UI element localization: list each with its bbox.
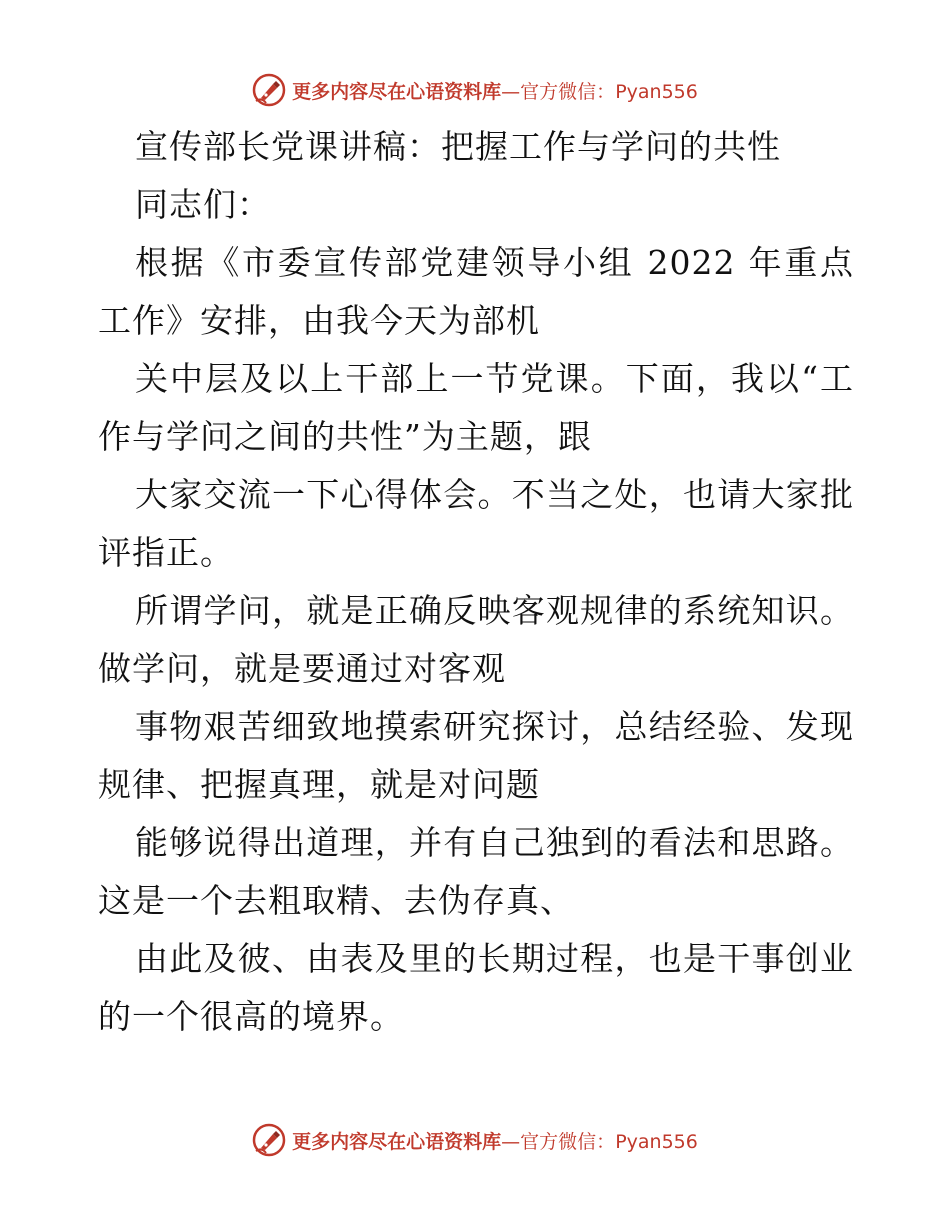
pen-nib-logo-icon	[252, 73, 286, 107]
footer-banner	[0, 1120, 950, 1160]
paragraph-3: 大家交流一下心得体会。不当之处，也请大家批评指正。	[98, 475, 854, 572]
document-title: 宣传部长党课讲稿：把握工作与学问的共性	[135, 127, 781, 166]
wechat-label: 官方微信：	[520, 1130, 616, 1153]
paragraph-4: 所谓学问，就是正确反映客观规律的系统知识。做学问，就是要通过对客观	[98, 591, 854, 688]
brand-name: 更多内容尽在心语资料库	[292, 80, 502, 103]
wechat-id: Pyan556	[615, 80, 698, 103]
brand-name: 更多内容尽在心语资料库	[292, 1130, 502, 1153]
pen-nib-logo-icon	[252, 1123, 286, 1157]
wechat-label: 官方微信：	[520, 80, 616, 103]
header-banner-content	[252, 73, 698, 107]
paragraph-5: 事物艰苦细致地摸索研究探讨，总结经验、发现规律、把握真理，就是对问题	[98, 707, 854, 804]
salutation: 同志们：	[135, 185, 271, 224]
footer-banner-content	[252, 1123, 698, 1157]
wechat-id: Pyan556	[615, 1130, 698, 1153]
header-banner	[0, 70, 950, 110]
paragraph-1: 根据《市委宣传部党建领导小组 2022 年重点工作》安排，由我今天为部机	[98, 243, 854, 340]
header-banner-text	[292, 77, 698, 104]
paragraph-7: 由此及彼、由表及里的长期过程，也是干事创业的一个很高的境界。	[98, 939, 854, 1036]
paragraph-6: 能够说得出道理，并有自己独到的看法和思路。这是一个去粗取精、去伪存真、	[98, 823, 854, 920]
banner-separator: —	[501, 80, 521, 103]
document-body	[98, 118, 854, 1046]
paragraph-2: 关中层及以上干部上一节党课。下面，我以“工作与学问之间的共性”为主题，跟	[98, 359, 854, 456]
footer-banner-text	[292, 1127, 698, 1154]
banner-separator: —	[501, 1130, 521, 1153]
